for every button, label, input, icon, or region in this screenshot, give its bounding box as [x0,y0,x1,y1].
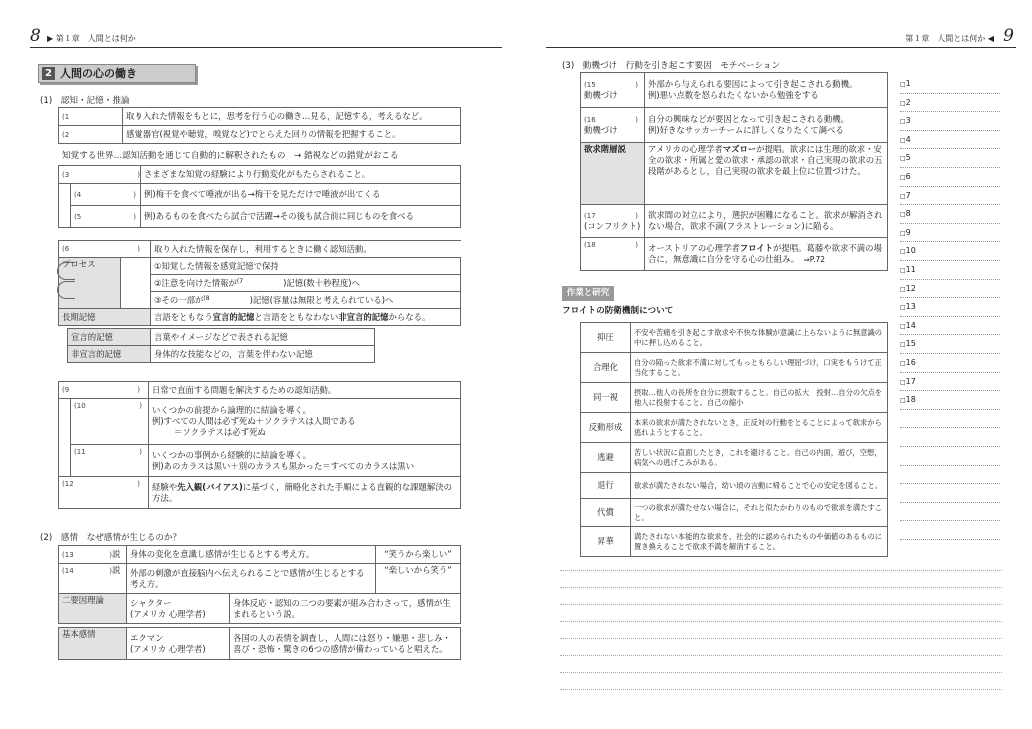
process-label: プロセス [59,258,121,309]
chapter-title: 第１章 人間とは何か ◀ [905,34,994,43]
writing-line[interactable] [560,672,1002,673]
defense-name: 代償 [581,499,631,527]
heuristic-text: 経験や先入観(バイアス)に基づく，簡略化された手順による直観的な課題解決の方法。 [149,477,461,509]
table-cell: 取り入れた情報を保存し，利用するときに働く認知活動。 [151,241,461,258]
answer-line[interactable]: □6 [900,168,1000,187]
page-number: 9 [1003,26,1014,46]
writing-line[interactable] [560,587,1002,588]
table-cell: 身体の変化を意識し感情が生じるとする考え方。 [127,546,376,564]
blank-18[interactable]: ( 18 ) [581,238,645,271]
answer-line[interactable] [900,466,1000,485]
basic-emotion-text: 各国の人の表情を調査し，人間には怒り・嫌悪・悲しみ・喜び・恐怖・驚きの6つの感情が備わっていると唱えた。 [230,628,461,660]
right-header [546,26,1016,48]
answer-line[interactable]: □14 [900,317,1000,336]
blank-4[interactable]: ( 4 ) [71,184,141,206]
defense-name: 抑圧 [581,323,631,353]
chapter-title: ▶ 第１章 人間とは何か [47,34,136,43]
subheading-emotion: (2) 感情 なぜ感情が生じるのか？ [40,533,182,543]
cognition-table [58,107,461,144]
defense-table [580,322,888,557]
answer-line[interactable]: □10 [900,242,1000,261]
blank-13[interactable]: ( 13 ) 説 [59,546,127,564]
right-page [516,0,1032,729]
table-cell: オーストリアの心理学者フロイトが提唱。葛藤や欲求不満の場合に，無意識に自分を守る心の仕組み。 ⇒P.72 [645,238,888,271]
section-number: 2 [42,67,55,80]
process-step-3: ③その一部が$^{(8}$ )記憶(容量は無限と考えられている)へ [151,292,461,309]
two-factor-text: 身体反応・認知の二つの要素が組み合わさって，感情が生まれるという説。 [230,594,461,624]
blank-15[interactable]: ( 15 ) 動機づけ [581,73,645,108]
work-badge: 作業と研究 [562,286,614,301]
answer-line[interactable]: □12 [900,280,1000,299]
answer-line[interactable]: □13 [900,298,1000,317]
subheading-motivation: (3) 動機づけ 行動を引き起こす要因 モチベーション [562,61,781,71]
answer-line[interactable]: □4 [900,131,1000,150]
answer-line[interactable]: □5 [900,149,1000,168]
writing-line[interactable] [560,621,1002,622]
page-number: 8 [30,26,41,46]
table-cell: 例)梅干を食べて唾液が出る→梅干を見ただけで唾液が出てくる [141,184,461,206]
writing-line[interactable] [560,570,1002,571]
long-term-label: 長期記憶 [59,309,151,326]
process-step-2: ②注意を向けた情報が$^{(7}$ )記憶(数十秒程度)へ [151,275,461,292]
defense-name: 退行 [581,473,631,499]
blank-14[interactable]: ( 14 ) 説 [59,564,127,594]
answer-line[interactable]: □11 [900,261,1000,280]
writing-line[interactable] [560,689,1002,690]
answer-line[interactable]: □3 [900,112,1000,131]
writing-line[interactable] [560,604,1002,605]
process-arrow-1 [57,262,75,280]
table-cell: さまざまな知覚の経験により行動変化がもたらされること。 [141,166,461,184]
table-cell: 例)あるものを食べたら試合で活躍→その後も試合前に同じものを食べる [141,206,461,228]
defense-text: 欲求が満たされない場合，幼い頃の言動に帰ることで心の安定を図ること。 [631,473,888,499]
defense-name: 同一視 [581,383,631,413]
blank-10[interactable]: ( 10 ) [71,399,149,445]
answer-line[interactable] [900,521,1000,540]
defense-text: 不安や苦痛を引き起こす欲求や不快な体験が意識に上らないように無意識の中に押し込めること。 [631,323,888,353]
nondeclarative-label: 非宣言的記憶 [68,346,151,363]
basic-emotion-person: エクマン (アメリカ 心理学者) [127,628,230,660]
table-cell: 日常で直面する問題を解決するための認知活動。 [149,382,461,399]
memory-table [58,240,461,326]
blank-1[interactable]: ( 1 ) [59,108,123,126]
two-factor-label: 二要因理論 [59,594,127,624]
subheading-cognition: (1) 認知・記憶・推論 [40,96,130,106]
defense-text: 苦しい状況に直面したとき，これを避けること。自己の内面，遊び，空想，病気への逃げこみがある。 [631,443,888,473]
answer-line[interactable]: □7 [900,187,1000,206]
induction-text: いくつかの事例から経験的に結論を導く。 例)あのカラスは黒い＋別のカラスも黒かった＝すべてのカラスは黒い [149,445,461,477]
blank-5[interactable]: ( 5 ) [71,206,141,228]
table-cell: 自分の興味などが要因となって引き起こされる動機。 例)好きなサッカーチームに詳しくなりたくて調べる [645,108,888,143]
table-cell: 感覚器官(視覚や聴覚，嗅覚など)でとらえた回りの情報を把握すること。 [123,126,461,144]
table-cell: 外部の刺激が直接脳内へ伝えられることで感情が生じるとする考え方。 [127,564,376,594]
long-term-text: 言語をともなう宣言的記憶と言語をともなわない非宣言的記憶からなる。 [151,309,461,326]
quote-cell: “楽しいから笑う” [376,564,461,594]
table-cell: 外部から与えられる要因によって引き起こされる動機。 例)悪い点数を怒られたくないから勉強をする [645,73,888,108]
blank-2[interactable]: ( 2 ) [59,126,123,144]
table-cell: 取り入れた情報をもとに，思考を行う心の働き…見る，記憶する，考えるなど。 [123,108,461,126]
answer-line[interactable]: □18 [900,391,1000,410]
emotion-table [58,545,461,660]
left-header [30,26,502,48]
blank-16[interactable]: ( 16 ) 動機づけ [581,108,645,143]
section-heading [38,64,196,83]
motivation-table [580,72,888,271]
blank-17[interactable]: ( 17 ) (コンフリクト) [581,205,645,238]
answer-line[interactable]: □2 [900,94,1000,113]
section-title: 人間の心の働き [60,67,137,80]
answer-line[interactable] [900,447,1000,466]
table-cell: 欲求間の対立により，選択が困難になること。欲求が解消されない場合，欲求不満(フラストレーション)に陥る。 [645,205,888,238]
basic-emotion-label: 基本感情 [59,628,127,660]
defense-text: 自分の陥った欲求不満に対してもっともらしい理屈づけ，口実をもうけて正当化すること。 [631,353,888,383]
note-perception: 知覚する世界…認知活動を通じて自動的に解釈されたもの → 錯視などの錯覚がおこる [62,151,399,161]
defense-name: 合理化 [581,353,631,383]
defense-text: 満たされない本能的な欲求を，社会的に認められたものや価値のあるものに置き換えることで欲求不満を解消すること。 [631,527,888,557]
learning-table [58,165,461,228]
writing-line[interactable] [560,655,1002,656]
defense-text: 本来の欲求が満たされないとき，正反対の行動をとることによって欲求から逃れようとすること。 [631,413,888,443]
declarative-label: 宣言的記憶 [68,329,151,346]
answer-line[interactable]: □1 [900,75,1000,94]
answer-line[interactable] [900,410,1000,429]
two-factor-person: シャクター (アメリカ 心理学者) [127,594,230,624]
answer-line[interactable]: □8 [900,205,1000,224]
defense-text: 一つの欲求が満たせない場合に，それと似たかわりのもので欲求を満たすこと。 [631,499,888,527]
answer-line[interactable]: □15 [900,335,1000,354]
defense-name: 反動形成 [581,413,631,443]
answer-line[interactable] [900,428,1000,447]
answer-line[interactable] [900,484,1000,503]
work-title: フロイトの防衛機制について [562,306,674,316]
nondeclarative-text: 身体的な技能などの，言葉を伴わない記憶 [151,346,375,363]
declarative-text: 言葉やイメージなどで表される記憶 [151,329,375,346]
table-cell: アメリカの心理学者マズローが提唱。欲求には生理的欲求・安全の欲求・所属と愛の欲求・承認の欲求・自己実現の欲求の五段階があるとし，自己実現の欲求を最上位に位置づけた。 [645,143,888,205]
hierarchy-label: 欲求階層説 [581,143,645,205]
memory-types-table [67,328,375,363]
blank-11[interactable]: ( 11 ) [71,445,149,477]
reasoning-table [58,381,461,509]
writing-line[interactable] [560,638,1002,639]
answer-line[interactable] [900,503,1000,522]
process-arrow-2 [57,281,75,299]
quote-cell: “笑うから楽しい” [376,546,461,564]
answer-line[interactable]: □9 [900,224,1000,243]
defense-name: 昇華 [581,527,631,557]
blank-3[interactable]: ( 3 ) [59,166,141,184]
process-step-1: ①知覚した情報を感覚記憶で保持 [151,258,461,275]
blank-12[interactable]: ( 12 ) [59,477,149,509]
deduction-text: いくつかの前提から論理的に結論を導く。 例)すべての人間は必ず死ぬ＋ソクラテスは人間である ＝ソクラテスは必ず死ぬ [149,399,461,445]
defense-name: 逃避 [581,443,631,473]
blank-6[interactable]: ( 6 ) [59,241,151,258]
defense-text: 摂取…他人の長所を自分に摂取すること。自己の拡大 投射…自分の欠点を他人に投射すること。自己の縮小 [631,383,888,413]
answer-line[interactable]: □17 [900,373,1000,392]
answer-line[interactable]: □16 [900,354,1000,373]
blank-9[interactable]: ( 9 ) [59,382,149,399]
